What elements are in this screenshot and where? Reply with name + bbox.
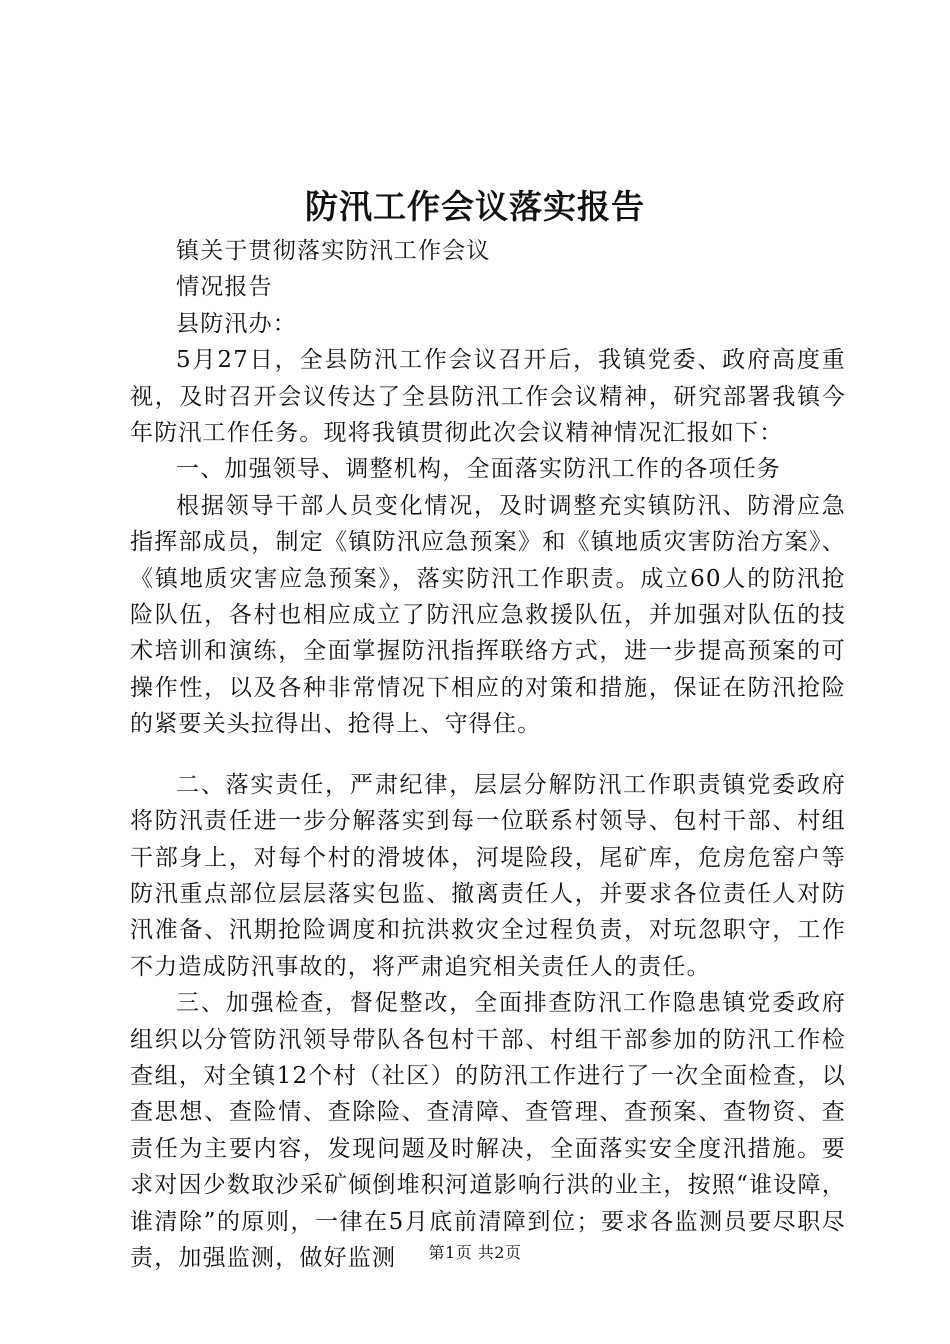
page-number: 第1页 共2页 — [428, 1243, 522, 1262]
section-3-paragraph: 三、加强检查，督促整改，全面排查防汛工作隐患镇党委政府组织以分管防汛领导带队各包村干部、村组干部参加的防汛工作检查组，对全镇12个村（社区）的防汛工作进行了一次全面检查，以查思想、查险情、查除险、查清障、查管理、查预案、查物资、查责任为主要内容，发现问题及时解决，全面落实安全度汛措施。要求对因少数取沙采矿倾倒堆积河道影响行洪的业主，按照“谁设障，谁清除”的原则，一律在5月底前清障到位；要求各监测员要尽职尽责，加强监测，做好监测 — [130, 990, 846, 1271]
addressee: 县防汛办： — [176, 310, 297, 337]
heading-line-2: 情况报告 — [176, 274, 273, 301]
section-1-paragraph: 根据领导干部人员变化情况，及时调整充实镇防汛、防滑应急指挥部成员，制定《镇防汛应急预案》和《镇地质灾害防治方案》、《镇地质灾害应急预案》，落实防汛工作职责。成立60人的防汛抢险队伍，各村也相应成立了防汛应急救援队伍，并加强对队伍的技术培训和演练，全面掌握防汛指挥联络方式，进一步提高预案的可操作性，以及各种非常情况下相应的对策和措施，保证在防汛抢险的紧要关头拉得出、抢得上、守得住。 — [130, 492, 846, 738]
document-title: 防汛工作会议落实报告 — [305, 187, 645, 226]
section-2-paragraph: 二、落实责任，严肃纪律，层层分解防汛工作职责镇党委政府将防汛责任进一步分解落实到每一位联系村领导、包村干部、村组干部身上，对每个村的滑坡体，河堤险段，尾矿库，危房危窑户等防汛重点部位层层落实包监、撤离责任人，并要求各位责任人对防汛准备、汛期抢险调度和抗洪救灾全过程负责，对玩忽职守，工作不力造成防汛事故的，将严肃追究相关责任人的责任。 — [130, 771, 846, 980]
document-body — [130, 233, 846, 1276]
heading-line-1: 镇关于贯彻落实防汛工作会议 — [176, 238, 491, 264]
section-1-heading: 一、加强领导、调整机构，全面落实防汛工作的各项任务 — [176, 456, 781, 483]
intro-paragraph: 5月27日，全县防汛工作会议召开后，我镇党委、政府高度重视，及时召开会议传达了全县防汛工作会议精神，研究部署我镇今年防汛工作任务。现将我镇贯彻此次会议精神情况汇报如下： — [130, 347, 846, 447]
